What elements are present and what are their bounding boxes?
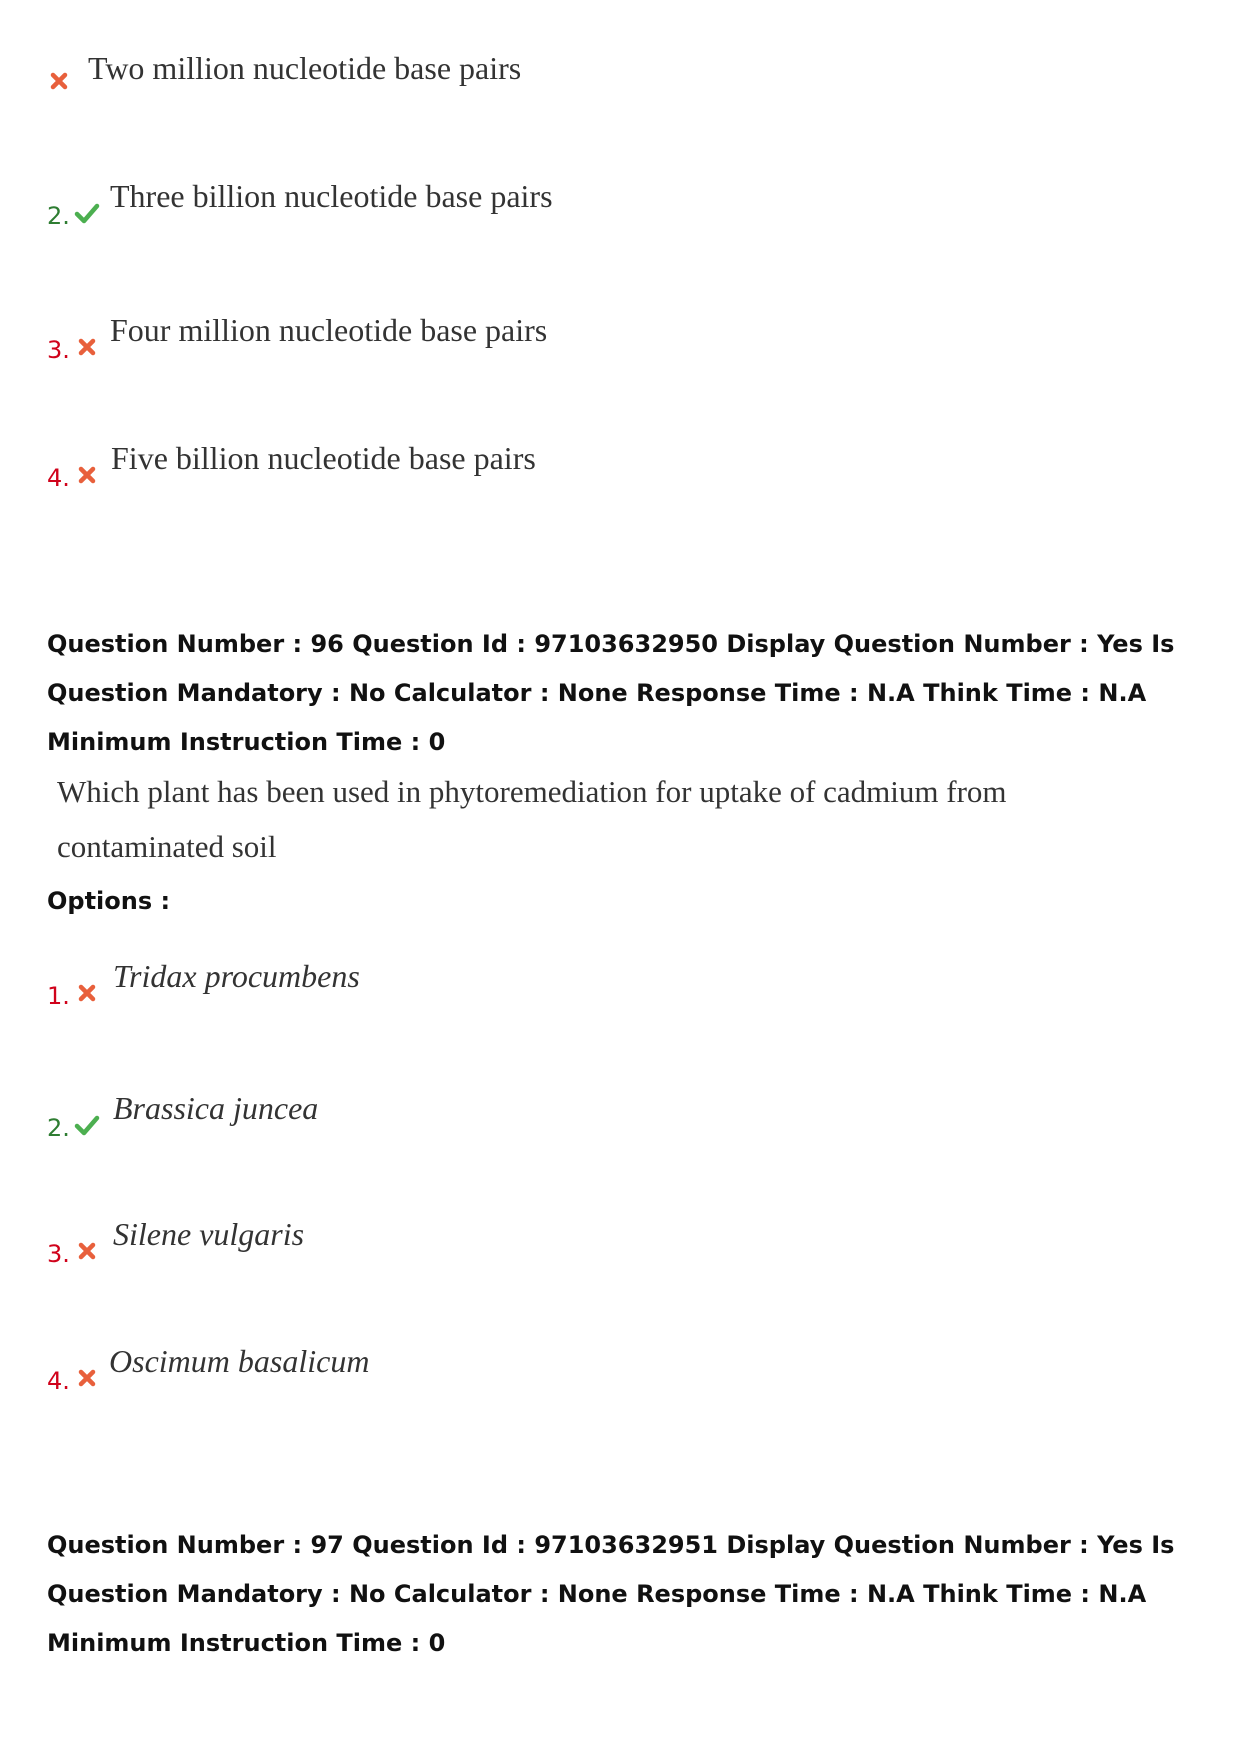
option-text: Oscimum basalicum [109,1343,370,1379]
option-text: Silene vulgaris [113,1216,305,1252]
option-text: Brassica juncea [113,1090,319,1126]
cross-icon [48,70,70,92]
check-icon [74,1114,100,1136]
question-text-line-2: contaminated soil [57,829,277,864]
cross-icon [76,336,98,358]
question-97-header: Question Number : 97 Question Id : 97103632951 Display Question Number : Yes Is Question Mandatory : No Calculator : None Response Time : N.A Think Time : N.A Minimum Instruction Time : 0 [47,1531,1175,1657]
question-text-line-1: Which plant has been used in phytoremediation for uptake of cadmium from [57,774,1007,809]
option-number: 4. [47,464,70,492]
option-number: 4. [47,1367,70,1395]
option-text: Three billion nucleotide base pairs [110,178,553,214]
cross-icon [76,1240,98,1262]
cross-icon [76,464,98,486]
option-text: Five billion nucleotide base pairs [111,440,536,476]
option-number: 2. [47,202,70,230]
option-text: Tridax procumbens [113,958,360,994]
cross-icon [76,982,98,1004]
option-number: 3. [47,1240,70,1268]
question-96-text [57,764,1057,874]
cross-icon [76,1367,98,1389]
options-label: Options : [47,887,171,915]
question-96-header: Question Number : 96 Question Id : 97103632950 Display Question Number : Yes Is Question Mandatory : No Calculator : None Response Time : N.A Think Time : N.A Minimum Instruction Time : 0 [47,630,1175,756]
option-number: 1. [47,982,70,1010]
option-number: 2. [47,1114,70,1142]
option-text: Two million nucleotide base pairs [88,50,522,86]
check-icon [74,202,100,224]
option-text: Four million nucleotide base pairs [110,312,548,348]
option-number: 3. [47,336,70,364]
